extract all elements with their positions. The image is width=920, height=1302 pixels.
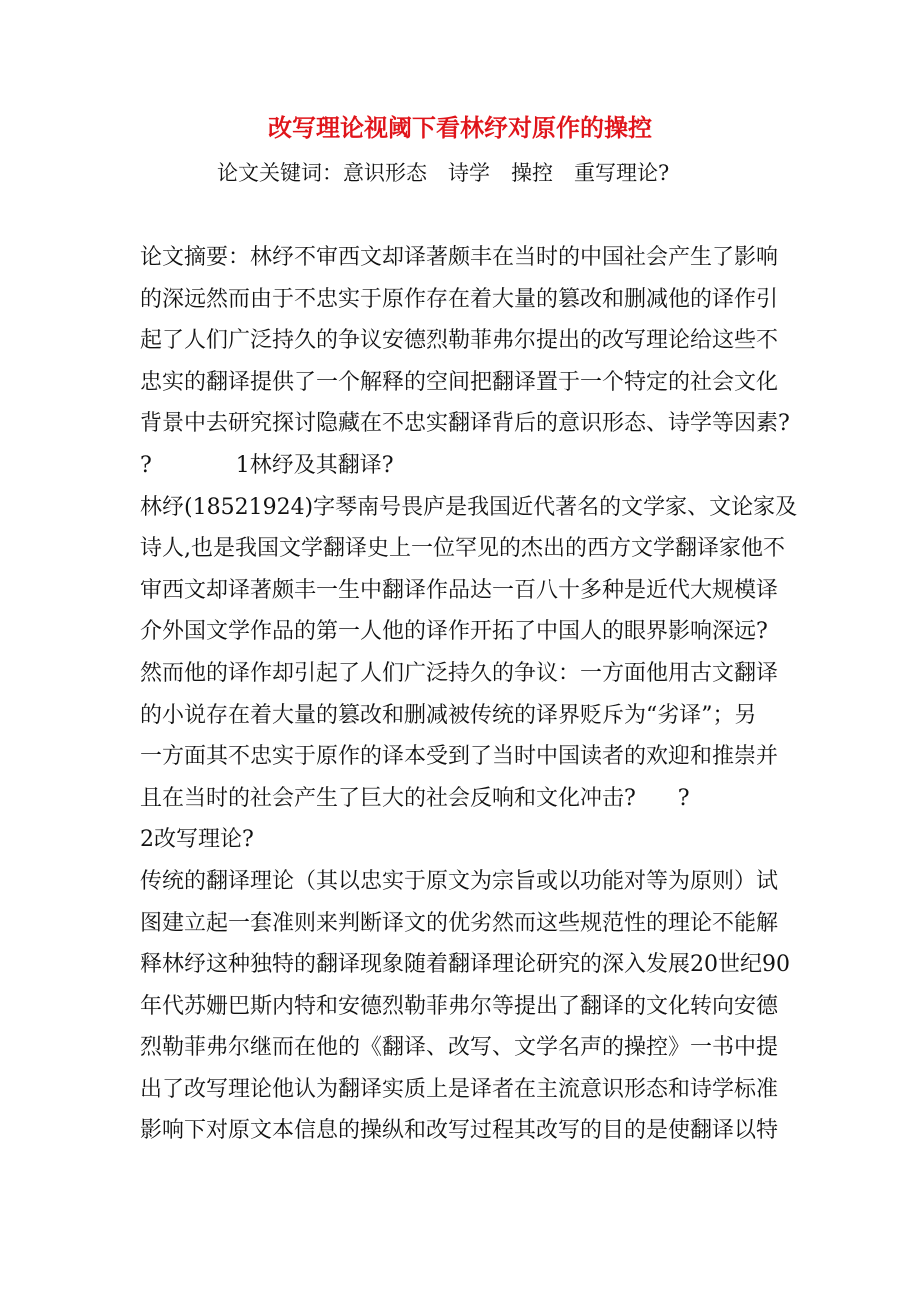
text-line: 且在当时的社会产生了巨大的社会反响和文化冲击? ?	[140, 785, 690, 811]
text-line: 2改写理论?	[140, 827, 254, 853]
text-line: 起了人们广泛持久的争议安德烈勒菲弗尔提出的改写理论给这些不	[140, 328, 779, 354]
keywords-line: 论文关键词：意识形态 诗学 操控 重写理论?	[217, 161, 670, 185]
text-line: 一方面其不忠实于原作的译本受到了当时中国读者的欢迎和推崇并	[140, 744, 779, 770]
text-line: 林纾(18521924)字琴南号畏庐是我国近代著名的文学家、文论家及	[140, 494, 798, 520]
text-line: 的小说存在着大量的篡改和删减被传统的译界贬斥为“劣译”；另	[140, 702, 757, 728]
text-line: 释林纾这种独特的翻译现象随着翻译理论研究的深入发展20世纪90	[140, 952, 790, 978]
text-line: 然而他的译作却引起了人们广泛持久的争议：一方面他用古文翻译	[140, 660, 779, 686]
text-line: ? 1林纾及其翻译?	[140, 452, 394, 478]
document-title: 改写理论视阈下看林纾对原作的操控	[268, 113, 652, 142]
text-line: 审西文却译著颇丰一生中翻译作品达一百八十多种是近代大规模译	[140, 577, 779, 603]
text-line: 的深远然而由于不忠实于原作存在着大量的篡改和删减他的译作引	[140, 286, 779, 312]
document-body	[140, 237, 798, 1152]
text-line: 年代苏姗巴斯内特和安德烈勒菲弗尔等提出了翻译的文化转向安德	[140, 993, 779, 1019]
text-line: 出了改写理论他认为翻译实质上是译者在主流意识形态和诗学标准	[140, 1076, 779, 1102]
text-line: 诗人,也是我国文学翻译史上一位罕见的杰出的西方文学翻译家他不	[140, 536, 785, 562]
text-line: 背景中去研究探讨隐藏在不忠实翻译背后的意识形态、诗学等因素?	[140, 411, 790, 437]
text-line: 忠实的翻译提供了一个解释的空间把翻译置于一个特定的社会文化	[140, 369, 779, 395]
text-line: 图建立起一套准则来判断译文的优劣然而这些规范性的理论不能解	[140, 910, 779, 936]
text-line: 论文摘要：林纾不审西文却译著颇丰在当时的中国社会产生了影响	[140, 245, 779, 270]
text-line: 影响下对原文本信息的操纵和改写过程其改写的目的是使翻译以特	[140, 1118, 779, 1144]
text-line: 烈勒菲弗尔继而在他的《翻译、改写、文学名声的操控》一书中提	[140, 1035, 779, 1061]
text-line: 介外国文学作品的第一人他的译作开拓了中国人的眼界影响深远?	[140, 619, 768, 645]
text-line: 传统的翻译理论（其以忠实于原文为宗旨或以功能对等为原则）试	[140, 868, 779, 894]
